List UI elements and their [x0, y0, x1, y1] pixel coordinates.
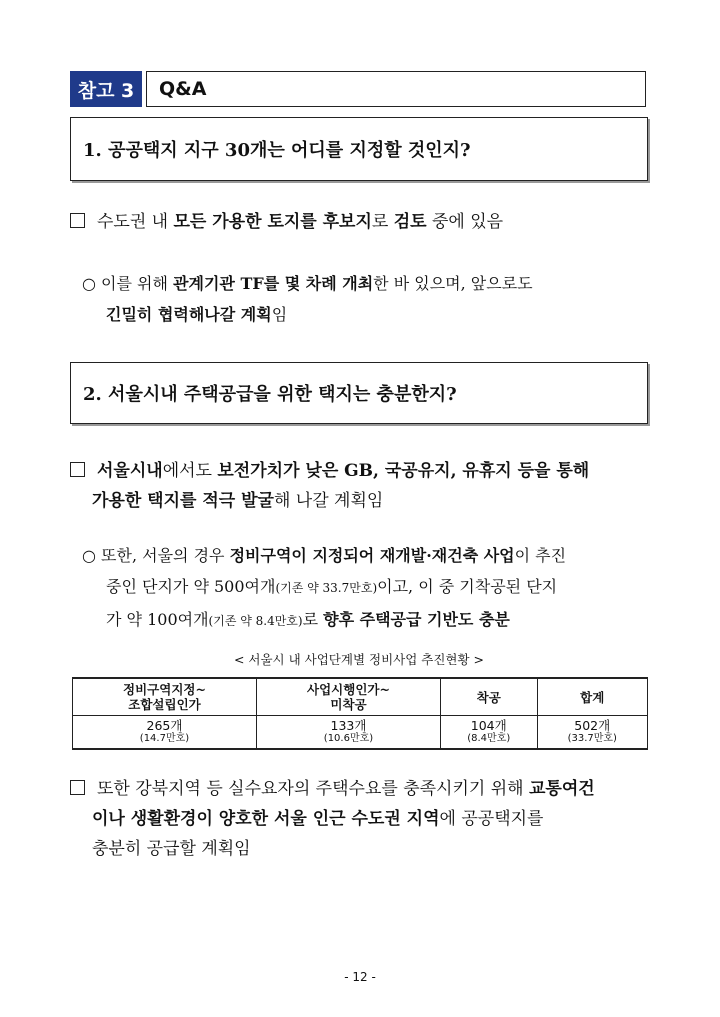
- circle-bullet-icon: ○: [82, 546, 102, 565]
- checkbox-square-icon: [70, 213, 85, 228]
- checkbox-square-icon: [70, 462, 85, 477]
- q2-sub-bullet: ○ 또한, 서울의 경우 정비구역이 지정되어 재개발·재건축 사업이 추진 중인 단지가 약 500여개(기존 약 33.7만호)이고, 이 중 기착공된 단지 가 약 100여개(기존 약 8.4만호)로 향후 주택공급 기반도 충분: [82, 546, 567, 629]
- q1-sub-bullet: ○ 이를 위해 관계기관 TF를 몇 차례 개최한 바 있으며, 앞으로도 긴밀히 협력해나갈 계획임: [82, 274, 533, 324]
- table-header-cell: 사업시행인가~ 미착공: [257, 678, 441, 716]
- question-1-box: [70, 117, 648, 181]
- q1-answer-bullet: 수도권 내 모든 가용한 토지를 후보지로 검토 중에 있음: [70, 207, 660, 237]
- table-cell: 502개 (33.7만호): [537, 716, 647, 750]
- project-status-table: [72, 677, 648, 750]
- q2-answer-bullet-1: 서울시내에서도 보전가치가 낮은 GB, 국공유지, 유휴지 등을 통해 가용한 택지를 적극 발굴해 나갈 계획임: [70, 456, 660, 516]
- table-cell: 265개 (14.7만호): [73, 716, 257, 750]
- table-header-cell: 착공: [441, 678, 538, 716]
- checkbox-square-icon: [70, 780, 85, 795]
- table-header-cell: 합계: [537, 678, 647, 716]
- question-2-text: 2. 서울시내 주택공급을 위한 택지는 충분한지?: [83, 384, 457, 405]
- table-caption: < 서울시 내 사업단계별 정비사업 추진현황 >: [233, 652, 485, 667]
- reference-tag: 참고 3: [70, 71, 142, 107]
- table-header-cell: 정비구역지정~ 조합설립인가: [73, 678, 257, 716]
- q2-answer-bullet-2: 또한 강북지역 등 실수요자의 주택수요를 충족시키기 위해 교통여건 이나 생활환경이 양호한 서울 인근 수도권 지역에 공공택지를 충분히 공급할 계획임: [70, 774, 660, 864]
- table-cell: 104개 (8.4만호): [441, 716, 538, 750]
- section-title: Q&A: [146, 71, 646, 107]
- table-row: [73, 716, 648, 750]
- question-1-text: 1. 공공택지 지구 30개는 어디를 지정할 것인지?: [83, 140, 471, 161]
- table-cell: 133개 (10.6만호): [257, 716, 441, 750]
- table-header-row: [73, 678, 648, 716]
- question-2-box: [70, 362, 648, 424]
- circle-bullet-icon: ○: [82, 274, 102, 293]
- page-number: - 12 -: [344, 970, 376, 984]
